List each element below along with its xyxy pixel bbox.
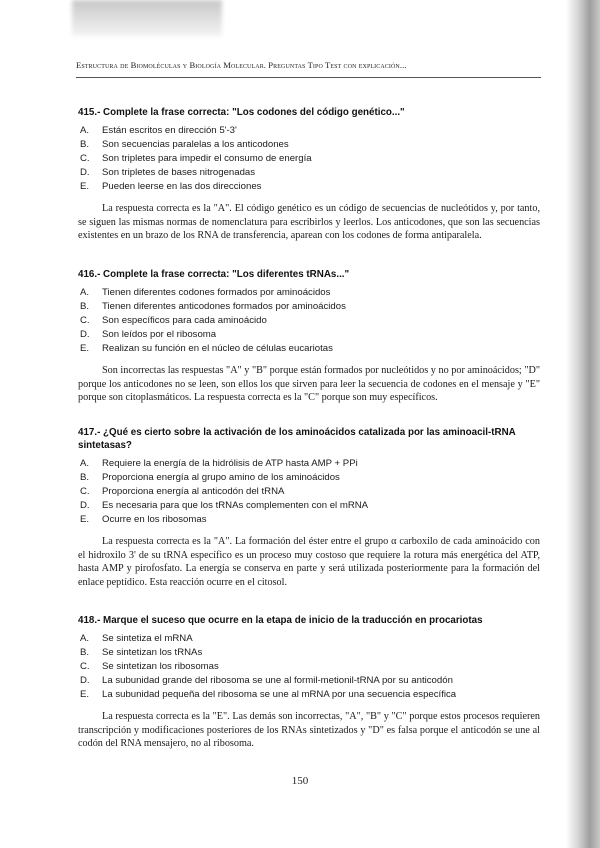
option-text: Están escritos en dirección 5'-3': [102, 125, 237, 136]
question-title: 417.- ¿Qué es cierto sobre la activación de los aminoácidos catalizada por las aminoacil-tRNA sintetasas?: [78, 427, 516, 451]
option-letter: D.: [80, 167, 90, 178]
option-letter: E.: [80, 343, 90, 354]
option-letter: A.: [80, 458, 90, 469]
page-edge-shadow: [566, 0, 600, 848]
option-c: [78, 314, 540, 328]
option-a: [78, 286, 540, 300]
option-a: [78, 457, 540, 471]
scan-artifact: [72, 0, 222, 36]
options-list: [78, 632, 540, 702]
option-text: Se sintetizan los tRNAs: [102, 647, 203, 658]
explanation-paragraph: La respuesta correcta es la "A". La formación del éster entre el grupo α carboxilo de cada aminoácido con el hidroxilo 3' de su tRNA específico es un proceso muy costoso que requiere la rotura más energética del ATP, hasta AMP y pirofosfato. La energía se conserva en parte y será utilizada posteriormente para la formación del enlace peptídico. Esta reacción ocurre en el citosol.: [78, 536, 540, 588]
option-letter: C.: [80, 661, 90, 672]
option-text: Se sintetiza el mRNA: [102, 633, 193, 644]
option-letter: C.: [80, 486, 90, 497]
option-text: Es necesaria para que los tRNAs complementen con el mRNA: [102, 500, 369, 511]
option-text: Ocurre en los ribosomas: [102, 514, 207, 525]
option-d: [78, 166, 540, 180]
option-b: [78, 300, 540, 314]
option-letter: B.: [80, 472, 90, 483]
option-e: [78, 688, 540, 702]
option-letter: E.: [80, 514, 90, 525]
option-e: [78, 513, 540, 527]
option-c: [78, 485, 540, 499]
option-e: [78, 180, 540, 194]
option-letter: B.: [80, 301, 90, 312]
option-a: [78, 124, 540, 138]
options-list: [78, 286, 540, 356]
question-title: 416.- Complete la frase correcta: "Los diferentes tRNAs...": [78, 269, 350, 280]
option-letter: B.: [80, 647, 90, 658]
question-417: [78, 426, 540, 598]
option-letter: B.: [80, 139, 90, 150]
option-text: Son específicos para cada aminoácido: [102, 315, 267, 326]
option-text: La subunidad grande del ribosoma se une al formil-metionil-tRNA por su anticodón: [102, 675, 453, 686]
option-b: [78, 138, 540, 152]
explanation-paragraph: Son incorrectas las respuestas "A" y "B" porque están formados por nucleótidos y no por aminoácidos; "D" porque los anticodones no se leen, son ellos los que sirven para leer la secuencia de codones en el mensaje y "E" porque son citoplasmáticos. La respuesta correcta es la "C" porque son muy específicos.: [78, 365, 540, 404]
option-c: [78, 152, 540, 166]
options-list: [78, 457, 540, 527]
option-d: [78, 328, 540, 342]
page-number: 150: [291, 775, 309, 787]
explanation-paragraph: La respuesta correcta es la "E". Las demás son incorrectas, "A", "B" y "C" porque estos procesos requieren transcripción y modificaciones posteriores de los RNAs sintetizados y "D" es falsa porque el anticodón se une al codón del RNA mensajero, no al ribosoma.: [78, 711, 540, 750]
option-letter: D.: [80, 675, 90, 686]
explanation-paragraph: La respuesta correcta es la "A". El código genético es un código de secuencias de nucleótidos y, por tanto, se siguen las mismas normas de nomenclatura para escribirlos y leerlos. Los anticodones, que son las secuencias existentes en un brazo de los RNA de transferencia, aparean con los codones de forma antiparalela.: [78, 203, 540, 242]
question-416: [78, 268, 540, 414]
option-a: [78, 632, 540, 646]
option-letter: E.: [80, 689, 90, 700]
options-list: [78, 124, 540, 194]
option-letter: A.: [80, 287, 90, 298]
option-text: Se sintetizan los ribosomas: [102, 661, 219, 672]
option-letter: C.: [80, 153, 90, 164]
option-text: Proporciona energía al anticodón del tRNA: [102, 486, 285, 497]
option-letter: D.: [80, 329, 90, 340]
question-415: [78, 106, 540, 252]
option-text: Son leídos por el ribosoma: [102, 329, 217, 340]
option-letter: A.: [80, 125, 90, 136]
question-title: 415.- Complete la frase correcta: "Los codones del código genético...": [78, 107, 405, 118]
option-b: [78, 471, 540, 485]
option-text: Proporciona energía al grupo amino de los aminoácidos: [102, 472, 340, 483]
question-title: 418.- Marque el suceso que ocurre en la etapa de inicio de la traducción en procariotas: [78, 615, 483, 626]
option-e: [78, 342, 540, 356]
option-d: [78, 674, 540, 688]
running-header: Estructura de Biomoléculas y Biología Molecular. Preguntas Tipo Test con explicación...: [76, 60, 407, 70]
option-letter: E.: [80, 181, 90, 192]
option-text: Pueden leerse en las dos direcciones: [102, 181, 262, 192]
option-text: Son secuencias paralelas a los anticodones: [102, 139, 289, 150]
option-text: Requiere la energía de la hidrólisis de ATP hasta AMP + PPi: [102, 458, 358, 469]
option-letter: A.: [80, 633, 90, 644]
option-text: Son tripletes para impedir el consumo de energía: [102, 153, 312, 164]
option-d: [78, 499, 540, 513]
option-b: [78, 646, 540, 660]
option-text: Tienen diferentes anticodones formados por aminoácidos: [102, 301, 346, 312]
option-text: La subunidad pequeña del ribosoma se une al mRNA por una secuencia específica: [102, 689, 457, 700]
option-c: [78, 660, 540, 674]
option-text: Realizan su función en el núcleo de células eucariotas: [102, 343, 333, 354]
option-letter: C.: [80, 315, 90, 326]
option-text: Son tripletes de bases nitrogenadas: [102, 167, 256, 178]
header-rule: [76, 77, 541, 78]
question-418: [78, 614, 540, 760]
option-text: Tienen diferentes codones formados por aminoácidos: [102, 287, 331, 298]
option-letter: D.: [80, 500, 90, 511]
